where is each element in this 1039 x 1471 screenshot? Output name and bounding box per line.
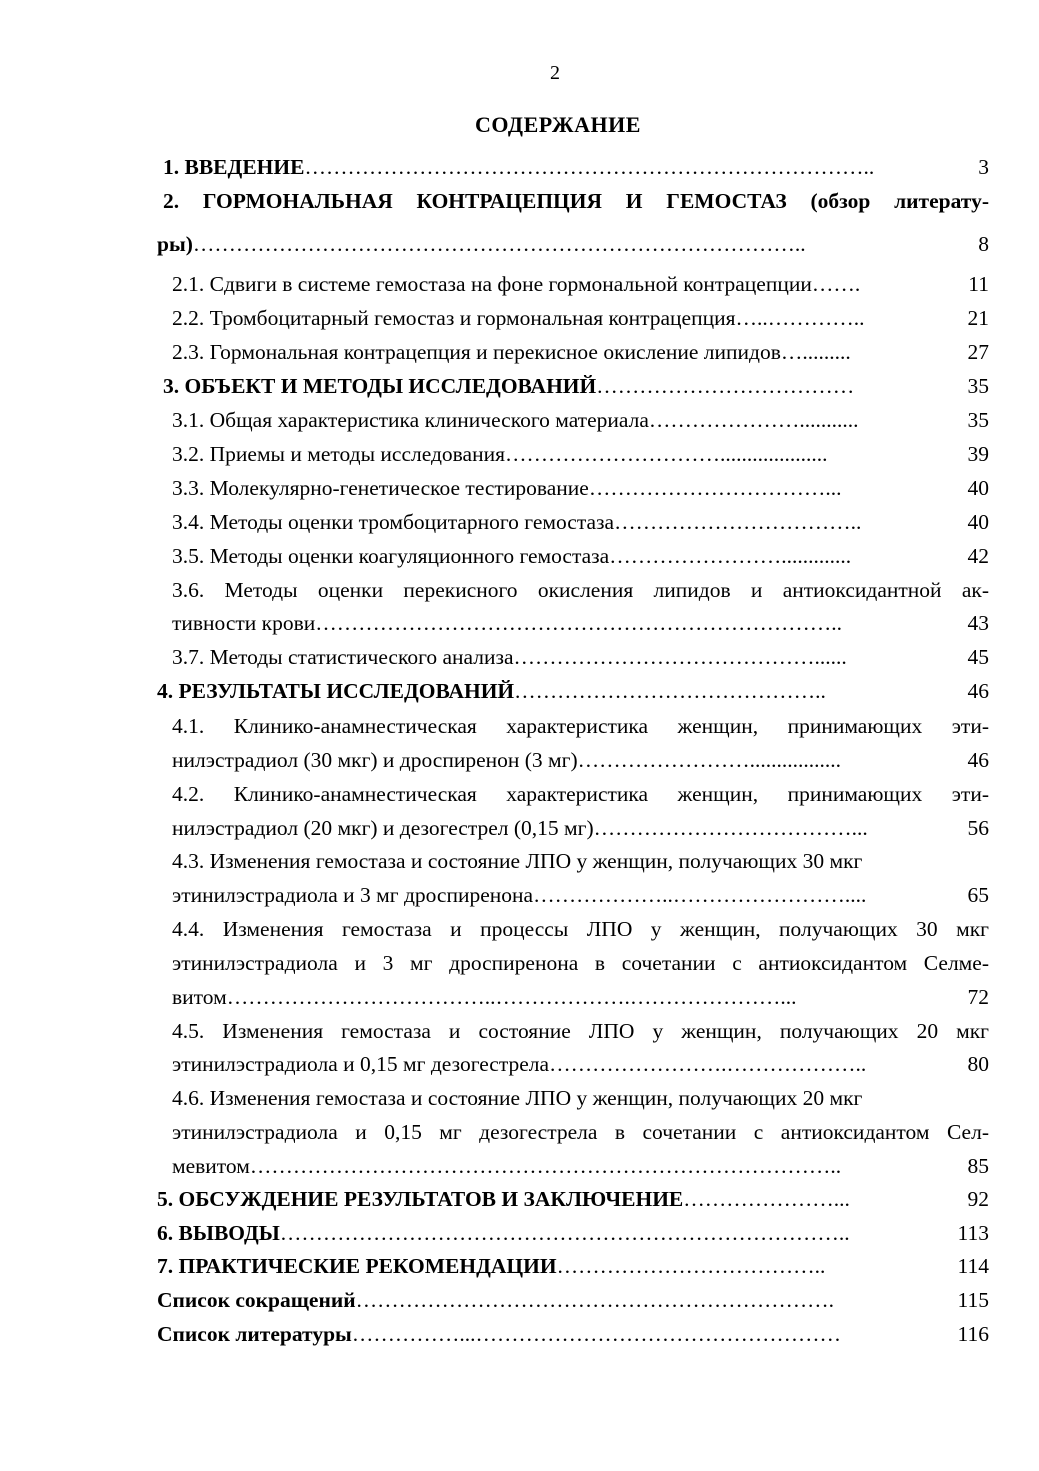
- toc-leader-dots: …………………………....................: [505, 442, 828, 466]
- toc-page-number: 11: [968, 272, 989, 296]
- toc-leader-dots: ………………………………: [596, 374, 855, 398]
- toc-entry-text: мевитом: [172, 1154, 250, 1178]
- toc-entry-4-3-line1[interactable]: 4.3. Изменения гемостаза и состояние ЛПО у женщин, получающих 30 мкг: [172, 849, 863, 873]
- toc-leader-dots: ………………………………………………………………..: [315, 611, 843, 635]
- toc-leader-dots: ……………………………………......: [513, 645, 847, 669]
- toc-leader-dots: ………………………………...: [593, 816, 868, 840]
- toc-entry-text: 1. ВВЕДЕНИЕ: [163, 155, 305, 179]
- toc-entry-text: 6. ВЫВОДЫ: [157, 1221, 280, 1245]
- toc-entry-text: ры): [157, 232, 193, 256]
- toc-entry-text: 7. ПРАКТИЧЕСКИЕ РЕКОМЕНДАЦИИ: [157, 1254, 557, 1278]
- toc-leader-dots: …………………………………………………………………………..: [192, 232, 806, 256]
- toc-entry-text: тивности крови: [172, 611, 316, 635]
- toc-leader-dots: ……………………………………………………………………..: [279, 1221, 850, 1245]
- toc-leader-dots: ………………………………..……………….…………………...: [226, 985, 797, 1009]
- toc-page-number: 113: [957, 1221, 989, 1245]
- toc-leader-dots: ……………………………...: [588, 476, 842, 500]
- toc-leader-dots: …………………...: [683, 1187, 850, 1211]
- toc-title: СОДЕРЖАНИЕ: [475, 112, 641, 137]
- toc-leader-dots: …………………….................: [577, 748, 841, 772]
- toc-leader-dots: ………………..……………………....: [533, 883, 867, 907]
- toc-leader-dots: ….........: [780, 340, 851, 364]
- toc-page-number: 35: [967, 408, 989, 432]
- toc-entry-chapter-3[interactable]: [163, 371, 989, 401]
- toc-entry-3-1[interactable]: [172, 405, 989, 435]
- toc-entry-4-6-line1[interactable]: 4.6. Изменения гемостаза и состояние ЛПО у женщин, получающих 20 мкг: [172, 1086, 863, 1110]
- toc-entry-text: 3.2. Приемы и методы исследования: [172, 442, 505, 466]
- toc-page-number: 43: [967, 611, 989, 635]
- toc-entry-chapter-4[interactable]: [157, 676, 989, 706]
- toc-page-number: 35: [967, 374, 989, 398]
- toc-entry-3-3[interactable]: [172, 473, 989, 503]
- toc-page-number: 72: [967, 985, 989, 1009]
- toc-entry-text: Список сокращений: [157, 1288, 356, 1312]
- toc-entry-4-4-line2[interactable]: этинилэстрадиола и 3 мг дроспиренона в сочетании с антиоксидантом Селме-: [172, 951, 989, 975]
- page-number: 2: [550, 62, 560, 84]
- toc-entry-text: этинилэстрадиола и 0,15 мг дезогестрела: [172, 1052, 550, 1076]
- toc-entry-text: 3.1. Общая характеристика клинического материала: [172, 408, 649, 432]
- toc-page-number: 39: [967, 442, 989, 466]
- toc-entry-4-4-line3[interactable]: [172, 982, 989, 1012]
- toc-entry-4-1-line2[interactable]: [172, 745, 989, 775]
- toc-entry-abbreviations[interactable]: [157, 1285, 989, 1315]
- toc-leader-dots: ……………………………………..: [514, 679, 826, 703]
- toc-entry-3-5[interactable]: [172, 541, 989, 571]
- toc-page-number: 115: [957, 1288, 989, 1312]
- toc-leader-dots: ……………...……………………………………………: [351, 1322, 841, 1346]
- toc-entry-text: этинилэстрадиола и 3 мг дроспиренона: [172, 883, 534, 907]
- toc-entry-text: 3. ОБЪЕКТ И МЕТОДЫ ИССЛЕДОВАНИЙ: [163, 374, 597, 398]
- toc-page-number: 92: [967, 1187, 989, 1211]
- toc-entry-text: витом: [172, 985, 227, 1009]
- toc-entry-text: 5. ОБСУЖДЕНИЕ РЕЗУЛЬТАТОВ И ЗАКЛЮЧЕНИЕ: [157, 1187, 684, 1211]
- toc-entry-text: 3.3. Молекулярно-генетическое тестирование: [172, 476, 589, 500]
- toc-page-number: 42: [967, 544, 989, 568]
- toc-entry-text: 3.7. Методы статистического анализа: [172, 645, 514, 669]
- toc-page-number: 21: [967, 306, 989, 330]
- toc-page-number: 65: [967, 883, 989, 907]
- toc-entry-4-3-line2[interactable]: [172, 880, 989, 910]
- toc-entry-3-6-line2[interactable]: [172, 608, 989, 638]
- toc-entry-text: 4. РЕЗУЛЬТАТЫ ИССЛЕДОВАНИЙ: [157, 679, 515, 703]
- toc-entry-text: 2.3. Гормональная контрацепция и перекисное окисление липидов: [172, 340, 781, 364]
- toc-entry-text: 3.4. Методы оценки тромбоцитарного гемостаза: [172, 510, 615, 534]
- toc-leader-dots: ……………………………………………………………………..: [304, 155, 875, 179]
- toc-page-number: 80: [967, 1052, 989, 1076]
- toc-entry-text: нилэстрадиол (30 мкг) и дроспиренон (3 мг): [172, 748, 578, 772]
- toc-entry-4-6-line3[interactable]: [172, 1151, 989, 1181]
- toc-leader-dots: ……………………………..: [614, 510, 862, 534]
- toc-page-number: 8: [978, 232, 989, 256]
- toc-entry-4-6-line2[interactable]: этинилэстрадиола и 0,15 мг дезогестрела в сочетании с антиоксидантом Сел-: [172, 1120, 989, 1144]
- toc-leader-dots: ………………………………..: [556, 1254, 826, 1278]
- toc-entry-2-1[interactable]: [172, 269, 989, 299]
- toc-entry-chapter-6[interactable]: [157, 1218, 989, 1248]
- toc-entry-text: 2.1. Сдвиги в системе гемостаза на фоне гормональной контрацепции: [172, 272, 812, 296]
- toc-entry-4-4-line1[interactable]: 4.4. Изменения гемостаза и процессы ЛПО у женщин, получающих 30 мкг: [172, 917, 989, 941]
- toc-entry-text: Список литературы: [157, 1322, 352, 1346]
- toc-entry-4-2-line1[interactable]: 4.2. Клинико-анамнестическая характеристика женщин, принимающих эти-: [172, 782, 989, 806]
- toc-entry-chapter-2-line1[interactable]: 2. ГОРМОНАЛЬНАЯ КОНТРАЦЕПЦИЯ И ГЕМОСТАЗ (обзор литерату-: [163, 189, 989, 213]
- toc-page-number: 40: [967, 476, 989, 500]
- toc-entry-references[interactable]: [157, 1319, 989, 1349]
- toc-page-number: 27: [967, 340, 989, 364]
- toc-page-number: 3: [978, 155, 989, 179]
- toc-leader-dots: …………………….………………..: [549, 1052, 867, 1076]
- toc-leader-dots: …..…………..: [735, 306, 865, 330]
- toc-entry-text: нилэстрадиол (20 мкг) и дезогестрел (0,15 мг): [172, 816, 594, 840]
- toc-entry-chapter-5[interactable]: [157, 1184, 989, 1214]
- toc-entry-text: 2.2. Тромбоцитарный гемостаз и гормональная контрацепция: [172, 306, 736, 330]
- toc-entry-3-2[interactable]: [172, 439, 989, 469]
- toc-page-number: 40: [967, 510, 989, 534]
- toc-leader-dots: …………………...........: [648, 408, 859, 432]
- toc-entry-3-7[interactable]: [172, 642, 989, 672]
- toc-entry-2-2[interactable]: [172, 303, 989, 333]
- toc-entry-2-3[interactable]: [172, 337, 989, 367]
- toc-entry-4-1-line1[interactable]: 4.1. Клинико-анамнестическая характеристика женщин, принимающих эти-: [172, 714, 989, 738]
- toc-page-number: 46: [967, 748, 989, 772]
- toc-leader-dots: ………………………………………………………….: [355, 1288, 834, 1312]
- toc-entry-introduction[interactable]: [163, 152, 989, 182]
- toc-leader-dots: ………………………………………………………………………..: [249, 1154, 842, 1178]
- toc-entry-chapter-2-line2[interactable]: [157, 229, 989, 259]
- toc-page-number: 116: [957, 1322, 989, 1346]
- toc-entry-4-2-line2[interactable]: [172, 813, 989, 843]
- toc-entry-3-6-line1[interactable]: 3.6. Методы оценки перекисного окисления липидов и антиоксидантной ак-: [172, 578, 989, 602]
- toc-page-number: 45: [967, 645, 989, 669]
- toc-entry-3-4[interactable]: [172, 507, 989, 537]
- toc-entry-4-5-line2[interactable]: [172, 1049, 989, 1079]
- toc-page-number: 85: [967, 1154, 989, 1178]
- toc-entry-text: 3.5. Методы оценки коагуляционного гемостаза: [172, 544, 610, 568]
- toc-page-number: 56: [967, 816, 989, 840]
- toc-page-number: 46: [967, 679, 989, 703]
- toc-leader-dots: …………………….............: [609, 544, 852, 568]
- toc-page-number: 114: [957, 1254, 989, 1278]
- toc-leader-dots: …….: [811, 272, 861, 296]
- toc-entry-4-5-line1[interactable]: 4.5. Изменения гемостаза и состояние ЛПО у женщин, получающих 20 мкг: [172, 1019, 989, 1043]
- toc-entry-chapter-7[interactable]: [157, 1251, 989, 1281]
